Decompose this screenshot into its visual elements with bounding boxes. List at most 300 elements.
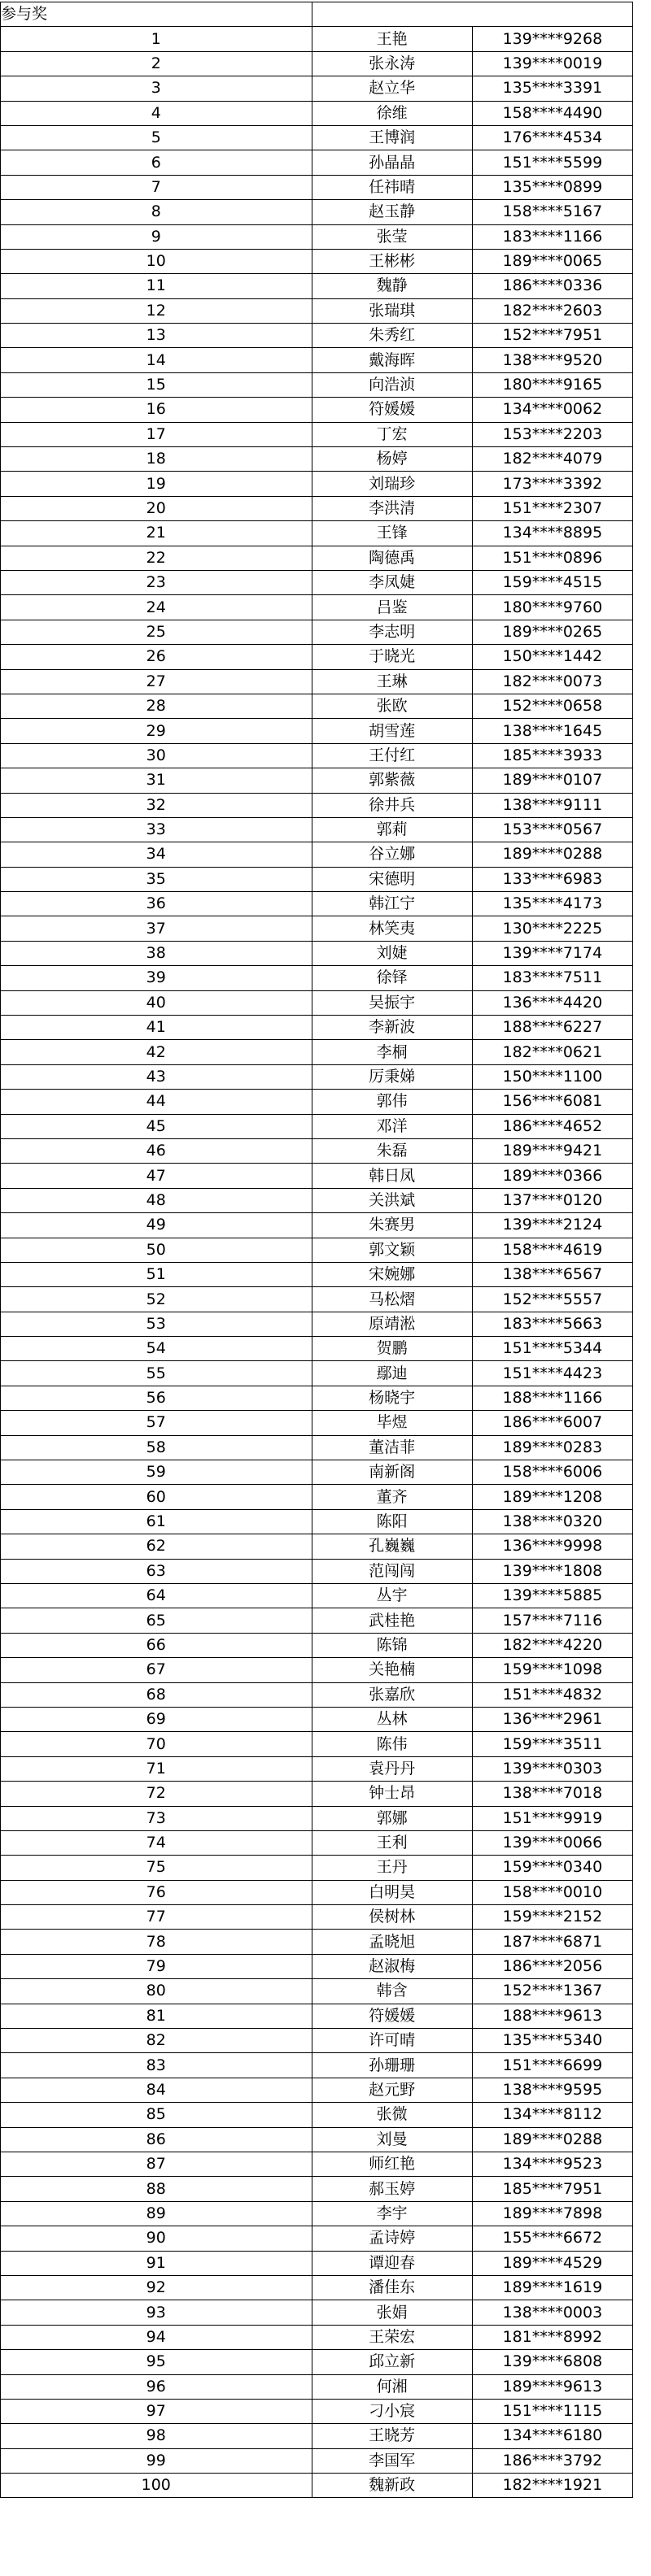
winner-name: 魏静 bbox=[312, 274, 472, 298]
table-row bbox=[1, 200, 633, 224]
table-row bbox=[1, 1485, 633, 1509]
table-row bbox=[1, 1090, 633, 1114]
winner-phone: 158****0010 bbox=[472, 1880, 632, 1904]
row-index: 80 bbox=[1, 1979, 312, 2004]
winner-name: 张嘉欣 bbox=[312, 1682, 472, 1707]
winner-phone: 186****0336 bbox=[472, 274, 632, 298]
winner-phone: 136****4420 bbox=[472, 990, 632, 1015]
winner-name: 张永涛 bbox=[312, 51, 472, 76]
winner-name: 徐维 bbox=[312, 101, 472, 125]
winner-name: 丁宏 bbox=[312, 422, 472, 446]
winner-phone: 139****6808 bbox=[472, 2350, 632, 2374]
row-index: 98 bbox=[1, 2424, 312, 2448]
row-index: 78 bbox=[1, 1930, 312, 1954]
winner-phone: 151****5344 bbox=[472, 1337, 632, 1361]
row-index: 60 bbox=[1, 1485, 312, 1509]
row-index: 100 bbox=[1, 2474, 312, 2498]
table-row bbox=[1, 1954, 633, 1978]
table-row bbox=[1, 1534, 633, 1559]
winner-phone: 137****0120 bbox=[472, 1188, 632, 1212]
row-index: 15 bbox=[1, 372, 312, 397]
winner-name: 赵玉静 bbox=[312, 200, 472, 224]
row-index: 71 bbox=[1, 1756, 312, 1781]
table-row bbox=[1, 2177, 633, 2201]
row-index: 10 bbox=[1, 249, 312, 273]
row-index: 56 bbox=[1, 1386, 312, 1410]
winner-phone: 189****1208 bbox=[472, 1485, 632, 1509]
winner-phone: 183****5663 bbox=[472, 1312, 632, 1336]
table-row bbox=[1, 1040, 633, 1064]
winner-name: 李国军 bbox=[312, 2448, 472, 2473]
row-index: 82 bbox=[1, 2029, 312, 2053]
row-index: 3 bbox=[1, 76, 312, 101]
winner-phone: 153****0567 bbox=[472, 817, 632, 842]
table-row bbox=[1, 743, 633, 768]
winner-phone: 182****4079 bbox=[472, 447, 632, 472]
winner-phone: 138****6567 bbox=[472, 1262, 632, 1286]
winner-phone: 186****2056 bbox=[472, 1954, 632, 1978]
row-index: 61 bbox=[1, 1509, 312, 1534]
winner-phone: 189****0265 bbox=[472, 620, 632, 644]
table-row bbox=[1, 768, 633, 793]
winner-phone: 135****3391 bbox=[472, 76, 632, 101]
table-row bbox=[1, 941, 633, 965]
table-row bbox=[1, 348, 633, 372]
table-row bbox=[1, 101, 633, 125]
table-row bbox=[1, 496, 633, 520]
row-index: 47 bbox=[1, 1164, 312, 1188]
winner-phone: 136****9998 bbox=[472, 1534, 632, 1559]
winner-phone: 157****7116 bbox=[472, 1608, 632, 1633]
winner-name: 符媛媛 bbox=[312, 398, 472, 422]
prize-category-label: 参与奖 bbox=[1, 2, 312, 27]
winner-phone: 151****4832 bbox=[472, 1682, 632, 1707]
row-index: 26 bbox=[1, 645, 312, 669]
winner-phone: 134****9523 bbox=[472, 2152, 632, 2176]
winner-name: 王利 bbox=[312, 1830, 472, 1855]
row-index: 58 bbox=[1, 1435, 312, 1460]
winner-name: 杨婷 bbox=[312, 447, 472, 472]
winner-phone: 189****9613 bbox=[472, 2374, 632, 2399]
winner-phone: 182****4220 bbox=[472, 1633, 632, 1657]
winner-name: 李志明 bbox=[312, 620, 472, 644]
winner-name: 郭伟 bbox=[312, 1090, 472, 1114]
winner-phone: 139****1808 bbox=[472, 1559, 632, 1583]
winner-phone: 133****6983 bbox=[472, 867, 632, 891]
winner-name: 刘瑞珍 bbox=[312, 472, 472, 496]
winner-name: 张欧 bbox=[312, 694, 472, 718]
winner-phone: 158****4619 bbox=[472, 1238, 632, 1262]
winner-phone: 151****2307 bbox=[472, 496, 632, 520]
winner-phone: 138****1645 bbox=[472, 719, 632, 743]
winner-phone: 158****5167 bbox=[472, 200, 632, 224]
winner-name: 南新阁 bbox=[312, 1460, 472, 1485]
table-row bbox=[1, 472, 633, 496]
winner-name: 陈伟 bbox=[312, 1732, 472, 1756]
row-index: 40 bbox=[1, 990, 312, 1015]
winner-name: 赵淑梅 bbox=[312, 1954, 472, 1978]
winner-name: 陶德禹 bbox=[312, 546, 472, 570]
winner-name: 韩江宁 bbox=[312, 892, 472, 916]
winner-phone: 134****6180 bbox=[472, 2424, 632, 2448]
table-row bbox=[1, 1880, 633, 1904]
winner-name: 朱赛男 bbox=[312, 1213, 472, 1238]
winner-phone: 153****2203 bbox=[472, 422, 632, 446]
row-index: 27 bbox=[1, 669, 312, 694]
winner-name: 刘曼 bbox=[312, 2127, 472, 2152]
winner-phone: 130****2225 bbox=[472, 916, 632, 941]
table-row bbox=[1, 27, 633, 51]
table-row bbox=[1, 1732, 633, 1756]
winner-name: 刁小宸 bbox=[312, 2399, 472, 2423]
table-header-row bbox=[1, 2, 633, 27]
winner-phone: 183****7511 bbox=[472, 966, 632, 990]
row-index: 25 bbox=[1, 620, 312, 644]
winner-phone: 151****1115 bbox=[472, 2399, 632, 2423]
winner-name: 谭迎春 bbox=[312, 2251, 472, 2275]
row-index: 7 bbox=[1, 175, 312, 199]
table-row bbox=[1, 1016, 633, 1040]
row-index: 45 bbox=[1, 1114, 312, 1138]
table-row bbox=[1, 1312, 633, 1336]
table-row bbox=[1, 1386, 633, 1410]
table-row bbox=[1, 2275, 633, 2300]
winner-name: 徐井兵 bbox=[312, 793, 472, 817]
winner-phone: 182****1921 bbox=[472, 2474, 632, 2498]
table-row bbox=[1, 398, 633, 422]
winner-phone: 183****1166 bbox=[472, 224, 632, 249]
winner-phone: 138****9111 bbox=[472, 793, 632, 817]
winner-phone: 139****0303 bbox=[472, 1756, 632, 1781]
table-row bbox=[1, 1806, 633, 1830]
row-index: 35 bbox=[1, 867, 312, 891]
winner-name: 董洁菲 bbox=[312, 1435, 472, 1460]
winner-name: 李新波 bbox=[312, 1016, 472, 1040]
winner-name: 郭莉 bbox=[312, 817, 472, 842]
winner-name: 张莹 bbox=[312, 224, 472, 249]
row-index: 84 bbox=[1, 2078, 312, 2102]
row-index: 39 bbox=[1, 966, 312, 990]
row-index: 57 bbox=[1, 1411, 312, 1435]
winner-name: 王晓芳 bbox=[312, 2424, 472, 2448]
winner-phone: 189****0288 bbox=[472, 842, 632, 867]
winner-name: 吕鉴 bbox=[312, 595, 472, 620]
winner-phone: 138****0003 bbox=[472, 2300, 632, 2325]
table-row bbox=[1, 1262, 633, 1286]
winner-name: 孙珊珊 bbox=[312, 2053, 472, 2078]
winner-phone: 134****0062 bbox=[472, 398, 632, 422]
row-index: 75 bbox=[1, 1856, 312, 1880]
table-row bbox=[1, 817, 633, 842]
row-index: 42 bbox=[1, 1040, 312, 1064]
winner-name: 孟诗婷 bbox=[312, 2226, 472, 2251]
row-index: 95 bbox=[1, 2350, 312, 2374]
winner-phone: 159****0340 bbox=[472, 1856, 632, 1880]
winner-phone: 188****6227 bbox=[472, 1016, 632, 1040]
table-row bbox=[1, 1460, 633, 1485]
winner-name: 钟士昂 bbox=[312, 1782, 472, 1806]
winner-name: 师红艳 bbox=[312, 2152, 472, 2176]
winner-name: 韩含 bbox=[312, 1979, 472, 2004]
winner-name: 王艳 bbox=[312, 27, 472, 51]
table-row bbox=[1, 224, 633, 249]
row-index: 91 bbox=[1, 2251, 312, 2275]
row-index: 4 bbox=[1, 101, 312, 125]
row-index: 53 bbox=[1, 1312, 312, 1336]
winner-name: 郭文颖 bbox=[312, 1238, 472, 1262]
winner-name: 马松熠 bbox=[312, 1287, 472, 1312]
winner-name: 许可晴 bbox=[312, 2029, 472, 2053]
row-index: 83 bbox=[1, 2053, 312, 2078]
row-index: 88 bbox=[1, 2177, 312, 2201]
table-row bbox=[1, 842, 633, 867]
row-index: 11 bbox=[1, 274, 312, 298]
table-row bbox=[1, 76, 633, 101]
winner-name: 赵立华 bbox=[312, 76, 472, 101]
table-row bbox=[1, 125, 633, 150]
winner-phone: 188****9613 bbox=[472, 2004, 632, 2028]
winner-name: 王彬彬 bbox=[312, 249, 472, 273]
winner-name: 戴海晖 bbox=[312, 348, 472, 372]
winner-phone: 185****3933 bbox=[472, 743, 632, 768]
winner-phone: 159****4515 bbox=[472, 570, 632, 594]
header-empty-cell bbox=[312, 2, 633, 27]
winner-name: 朱磊 bbox=[312, 1138, 472, 1163]
winner-phone: 189****0107 bbox=[472, 768, 632, 793]
table-row bbox=[1, 51, 633, 76]
winner-phone: 134****8112 bbox=[472, 2103, 632, 2127]
table-row bbox=[1, 2004, 633, 2028]
winner-name: 宋婉娜 bbox=[312, 1262, 472, 1286]
table-row bbox=[1, 916, 633, 941]
winner-phone: 159****1098 bbox=[472, 1658, 632, 1682]
winner-phone: 152****1367 bbox=[472, 1979, 632, 2004]
row-index: 1 bbox=[1, 27, 312, 51]
table-row bbox=[1, 274, 633, 298]
winner-name: 陈锦 bbox=[312, 1633, 472, 1657]
winner-name: 孙晶晶 bbox=[312, 150, 472, 175]
row-index: 28 bbox=[1, 694, 312, 718]
table-row bbox=[1, 719, 633, 743]
winner-name: 郝玉婷 bbox=[312, 2177, 472, 2201]
row-index: 77 bbox=[1, 1905, 312, 1930]
winner-phone: 150****1100 bbox=[472, 1064, 632, 1089]
table-row bbox=[1, 1114, 633, 1138]
table-row bbox=[1, 324, 633, 348]
row-index: 34 bbox=[1, 842, 312, 867]
table-row bbox=[1, 1608, 633, 1633]
winner-phone: 135****4173 bbox=[472, 892, 632, 916]
row-index: 69 bbox=[1, 1707, 312, 1731]
winner-name: 朱秀红 bbox=[312, 324, 472, 348]
winner-phone: 136****2961 bbox=[472, 1707, 632, 1731]
table-row bbox=[1, 546, 633, 570]
winner-name: 任祎晴 bbox=[312, 175, 472, 199]
row-index: 93 bbox=[1, 2300, 312, 2325]
winner-name: 谷立娜 bbox=[312, 842, 472, 867]
row-index: 50 bbox=[1, 1238, 312, 1262]
table-row bbox=[1, 2201, 633, 2226]
winner-phone: 189****0283 bbox=[472, 1435, 632, 1460]
row-index: 36 bbox=[1, 892, 312, 916]
winner-name: 原靖淞 bbox=[312, 1312, 472, 1336]
winner-name: 丛宇 bbox=[312, 1584, 472, 1608]
table-row bbox=[1, 1905, 633, 1930]
winner-name: 刘婕 bbox=[312, 941, 472, 965]
row-index: 37 bbox=[1, 916, 312, 941]
winner-table-body bbox=[1, 2, 633, 2498]
row-index: 87 bbox=[1, 2152, 312, 2176]
winner-phone: 139****2124 bbox=[472, 1213, 632, 1238]
winner-name: 王琳 bbox=[312, 669, 472, 694]
row-index: 59 bbox=[1, 1460, 312, 1485]
winner-name: 于晓光 bbox=[312, 645, 472, 669]
winner-name: 李桐 bbox=[312, 1040, 472, 1064]
winner-phone: 152****5557 bbox=[472, 1287, 632, 1312]
winner-phone: 186****6007 bbox=[472, 1411, 632, 1435]
table-row bbox=[1, 2078, 633, 2102]
row-index: 9 bbox=[1, 224, 312, 249]
table-row bbox=[1, 867, 633, 891]
winner-name: 徐铎 bbox=[312, 966, 472, 990]
table-row bbox=[1, 2300, 633, 2325]
winner-phone: 156****6081 bbox=[472, 1090, 632, 1114]
winner-name: 董齐 bbox=[312, 1485, 472, 1509]
table-row bbox=[1, 1188, 633, 1212]
winner-phone: 150****1442 bbox=[472, 645, 632, 669]
table-row bbox=[1, 1756, 633, 1781]
table-row bbox=[1, 2474, 633, 2498]
winner-phone: 176****4534 bbox=[472, 125, 632, 150]
winner-phone: 138****7018 bbox=[472, 1782, 632, 1806]
row-index: 67 bbox=[1, 1658, 312, 1682]
row-index: 73 bbox=[1, 1806, 312, 1830]
row-index: 97 bbox=[1, 2399, 312, 2423]
row-index: 43 bbox=[1, 1064, 312, 1089]
row-index: 76 bbox=[1, 1880, 312, 1904]
table-row bbox=[1, 1658, 633, 1682]
row-index: 19 bbox=[1, 472, 312, 496]
row-index: 29 bbox=[1, 719, 312, 743]
winner-name: 潘佳东 bbox=[312, 2275, 472, 2300]
winner-phone: 182****2603 bbox=[472, 298, 632, 323]
table-row bbox=[1, 2127, 633, 2152]
winner-name: 符媛媛 bbox=[312, 2004, 472, 2028]
table-row bbox=[1, 2448, 633, 2473]
table-row bbox=[1, 1064, 633, 1089]
winner-phone: 189****0288 bbox=[472, 2127, 632, 2152]
table-row bbox=[1, 1164, 633, 1188]
winner-phone: 139****5885 bbox=[472, 1584, 632, 1608]
winner-name: 林笑夷 bbox=[312, 916, 472, 941]
row-index: 17 bbox=[1, 422, 312, 446]
row-index: 2 bbox=[1, 51, 312, 76]
row-index: 31 bbox=[1, 768, 312, 793]
winner-name: 宋德明 bbox=[312, 867, 472, 891]
row-index: 79 bbox=[1, 1954, 312, 1978]
winner-name: 孟晓旭 bbox=[312, 1930, 472, 1954]
row-index: 68 bbox=[1, 1682, 312, 1707]
winner-name: 杨晓宇 bbox=[312, 1386, 472, 1410]
winner-name: 王锋 bbox=[312, 521, 472, 546]
winner-name: 范闯闯 bbox=[312, 1559, 472, 1583]
row-index: 48 bbox=[1, 1188, 312, 1212]
winner-name: 张娟 bbox=[312, 2300, 472, 2325]
winner-name: 贺鹏 bbox=[312, 1337, 472, 1361]
winner-phone: 158****4490 bbox=[472, 101, 632, 125]
winner-phone: 138****9520 bbox=[472, 348, 632, 372]
table-row bbox=[1, 372, 633, 397]
table-row bbox=[1, 1435, 633, 1460]
winner-name: 邱立新 bbox=[312, 2350, 472, 2374]
table-row bbox=[1, 1287, 633, 1312]
winner-phone: 189****9421 bbox=[472, 1138, 632, 1163]
winner-name: 王荣宏 bbox=[312, 2325, 472, 2349]
table-row bbox=[1, 1361, 633, 1386]
table-row bbox=[1, 422, 633, 446]
row-index: 81 bbox=[1, 2004, 312, 2028]
winner-name: 毕煜 bbox=[312, 1411, 472, 1435]
row-index: 5 bbox=[1, 125, 312, 150]
winner-phone: 182****0621 bbox=[472, 1040, 632, 1064]
row-index: 21 bbox=[1, 521, 312, 546]
winner-name: 白明昊 bbox=[312, 1880, 472, 1904]
row-index: 46 bbox=[1, 1138, 312, 1163]
winner-name: 赵元野 bbox=[312, 2078, 472, 2102]
row-index: 70 bbox=[1, 1732, 312, 1756]
winner-name: 李洪清 bbox=[312, 496, 472, 520]
table-row bbox=[1, 1238, 633, 1262]
winner-phone: 139****7174 bbox=[472, 941, 632, 965]
winner-phone: 139****9268 bbox=[472, 27, 632, 51]
table-row bbox=[1, 1830, 633, 1855]
winner-phone: 159****3511 bbox=[472, 1732, 632, 1756]
table-row bbox=[1, 2103, 633, 2127]
winner-phone: 180****9165 bbox=[472, 372, 632, 397]
winner-phone: 185****7951 bbox=[472, 2177, 632, 2201]
row-index: 52 bbox=[1, 1287, 312, 1312]
winner-phone: 151****4423 bbox=[472, 1361, 632, 1386]
winner-phone: 186****4652 bbox=[472, 1114, 632, 1138]
row-index: 86 bbox=[1, 2127, 312, 2152]
row-index: 14 bbox=[1, 348, 312, 372]
row-index: 20 bbox=[1, 496, 312, 520]
row-index: 72 bbox=[1, 1782, 312, 1806]
table-row bbox=[1, 447, 633, 472]
row-index: 74 bbox=[1, 1830, 312, 1855]
winner-phone: 180****9760 bbox=[472, 595, 632, 620]
winner-name: 王丹 bbox=[312, 1856, 472, 1880]
table-row bbox=[1, 2053, 633, 2078]
table-row bbox=[1, 1856, 633, 1880]
table-row bbox=[1, 1138, 633, 1163]
winner-name: 孔巍巍 bbox=[312, 1534, 472, 1559]
row-index: 85 bbox=[1, 2103, 312, 2127]
winner-phone: 151****0896 bbox=[472, 546, 632, 570]
winner-table bbox=[0, 2, 633, 2498]
row-index: 89 bbox=[1, 2201, 312, 2226]
row-index: 30 bbox=[1, 743, 312, 768]
row-index: 49 bbox=[1, 1213, 312, 1238]
winner-phone: 181****8992 bbox=[472, 2325, 632, 2349]
winner-name: 韩日凤 bbox=[312, 1164, 472, 1188]
table-row bbox=[1, 175, 633, 199]
winner-name: 邓洋 bbox=[312, 1114, 472, 1138]
winner-phone: 189****0366 bbox=[472, 1164, 632, 1188]
winner-phone: 159****2152 bbox=[472, 1905, 632, 1930]
table-row bbox=[1, 2350, 633, 2374]
row-index: 99 bbox=[1, 2448, 312, 2473]
